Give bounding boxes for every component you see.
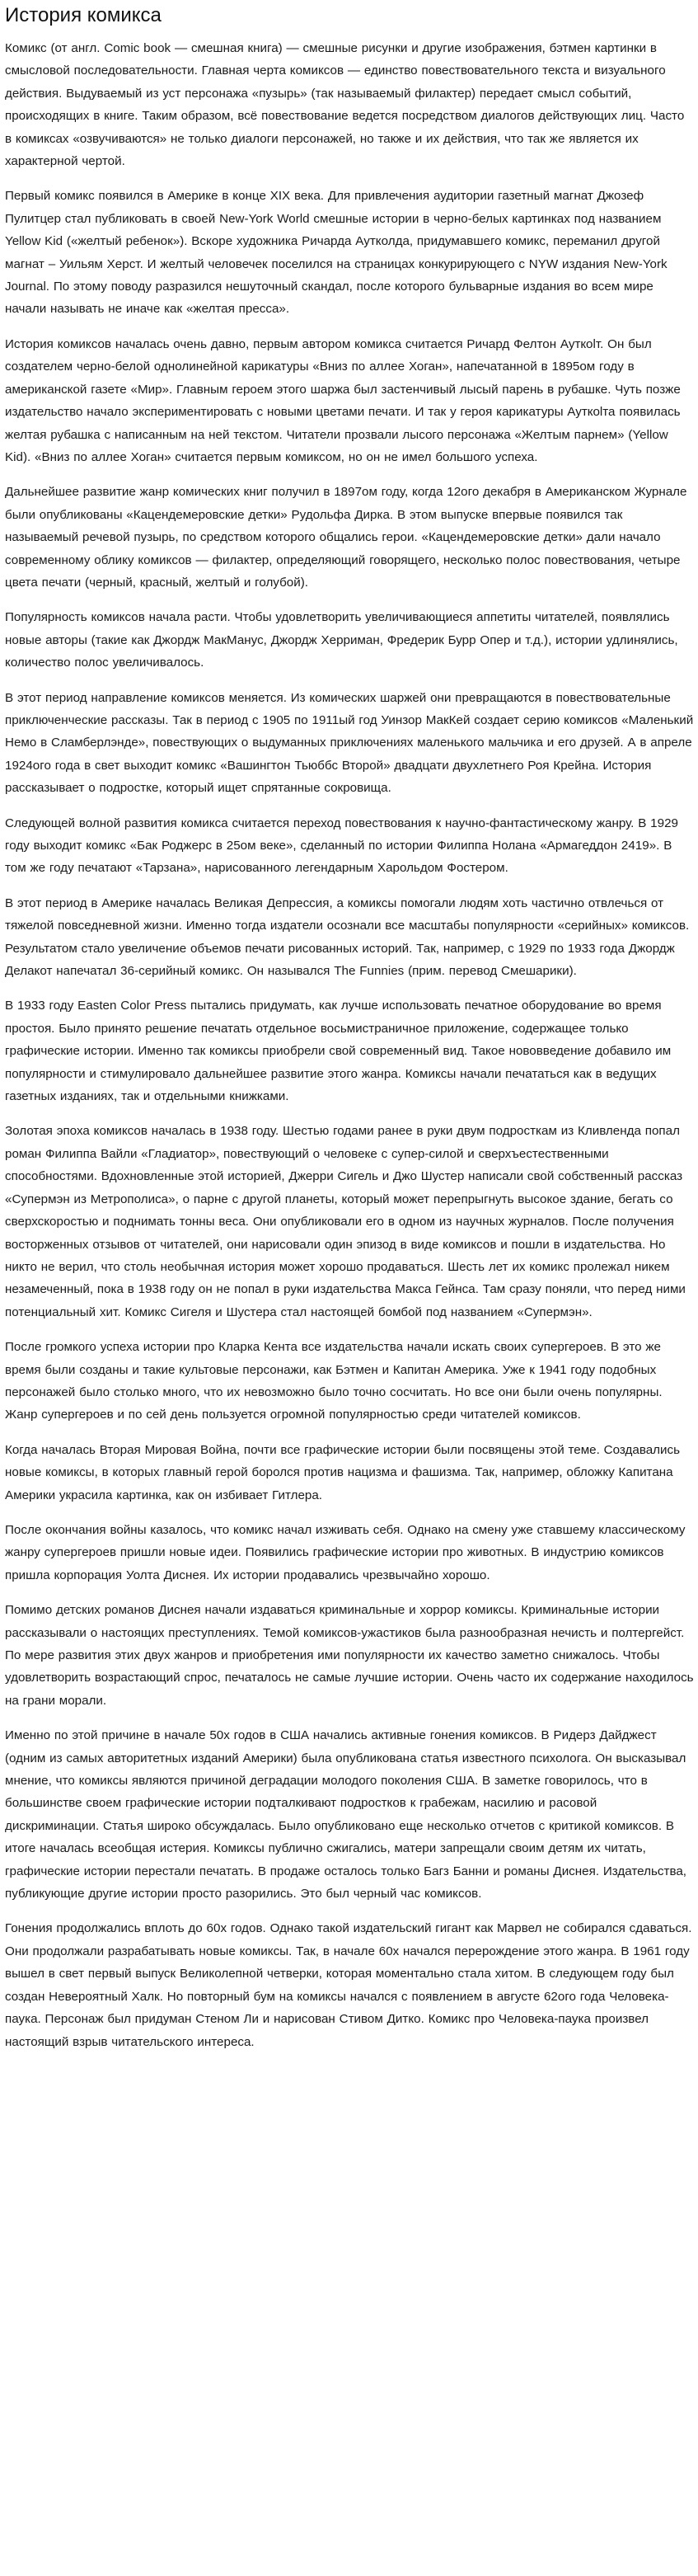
- article-paragraph: В этот период направление комиксов меняется. Из комических шаржей они превращаются в повествовательные приключенческие рассказы. Так в период с 1905 по 1911ый год Уинзор МакКей создает серию комиксов «Маленький Немо в Сламберлэнде», повествующих о выдуманных приключениях маленького мальчика и его друзей. А в апреле 1924ого года в свет выходит комикс «Вашингтон Тьюббс Второй» двадцати двухлетнего Роя Крейна. История рассказывает о подростке, который ищет спрятанные сокровища.: [5, 690, 694, 796]
- article-paragraph: В 1933 году Easten Color Press пытались придумать, как лучше использовать печатное оборудование во время простоя. Было принято решение печатать отдельное восьмистраничное приложение, содержащее только графические истории. Именно так комиксы приобрели свой современный вид. Такое нововведение добавило им популярности и стимулировало дальнейшее развитие этого жанра. Комиксы начали печататься как в ведущих газетных изданиях, так и отдельными книжками.: [5, 999, 672, 1104]
- article-paragraph: Популярность комиксов начала расти. Чтобы удовлетворить увеличивающиеся аппетиты читателей, появлялись новые авторы (такие как Джордж МакМанус, Джордж Херриман, Фредерик Бурр Опер и т.д.), истории удлинялись, количество полос увеличивалось.: [5, 610, 678, 670]
- article-paragraph: Гонения продолжались вплоть до 60х годов. Однако такой издательский гигант как Марвел не собирался сдаваться. Они продолжали разрабатывать новые комиксы. Так, в начале 60х начался перерождение этого жанра. В 1961 году вышел в свет первый выпуск Великолепной четверки, которая моментально стала хитом. В следующем году был создан Невероятный Халк. Но повторный бум на комиксы начался с появлением в августе 62ого года Человека-паука. Персонаж был придуман Стеном Ли и нарисован Стивом Дитко. Комикс про Человека-паука произвел настоящий взрыв читательского интереса.: [5, 1921, 692, 2049]
- article-paragraph: Помимо детских романов Диснея начали издаваться криминальные и хоррор комиксы. Криминальные истории рассказывали о настоящих преступлениях. Темой комиксов-ужастиков была разнообразная нечисть и полтергейст. По мере развития этих двух жанров и приобретения ими популярности их качество заметно снижалось. Чтобы удовлетворить возрастающий спрос, печаталось не самые лучшие истории. Очень часто их содержание находилось на грани морали.: [5, 1603, 694, 1708]
- article-title: История комикса: [5, 4, 162, 26]
- article-paragraph: Первый комикс появился в Америке в конце XIX века. Для привлечения аудитории газетный магнат Джозеф Пулитцер стал публиковать в своей New-York World смешные истории в черно-белых картинках под названием Yellow Kid («желтый ребенок»). Вскоре художника Ричарда Аутколда, придумавшего комикс, переманил другой магнат – Уильям Херст. И желтый человечек поселился на страницах конкурирующего с NYW издания New-York Journal. По этому поводу разразился нешуточный скандал, после которого бульварные издания во всем мире начали называть не иначе как «желтая пресса».: [5, 189, 668, 317]
- article-paragraph: В этот период в Америке началась Великая Депрессия, а комиксы помогали людям хоть частично отвлечься от тяжелой повседневной жизни. Именно тогда издатели осознали все масштабы популярности «серийных» комиксов. Результатом стало увеличение объемов печати рисованных историй. Так, например, с 1929 по 1933 года Джордж Делакот напечатал 36-серийный комикс. Он назывался The Funnies (прим. перевод Смешарики).: [5, 895, 690, 979]
- article-paragraph: Когда началась Вторая Мировая Война, почти все графические истории были посвящены этой теме. Создавались новые комиксы, в которых главный герой боролся против нацизма и фашизма. Так, например, обложку Капитана Америки украсила картинка, как он избивает Гитлера.: [5, 1442, 681, 1502]
- article-paragraph: Следующей волной развития комикса считается переход повествования к научно-фантастическому жанру. В 1929 году выходит комикс «Бак Роджерс в 25ом веке», сделанный по истории Филиппа Нолана «Армагеддон 2419». В том же году печатают «Тарзана», нарисованного легендарным Харольдом Фостером.: [5, 816, 678, 876]
- article-paragraph: История комиксов началась очень давно, первым автором комикса считается Ричард Фелтон Ауткolт. Он был создателем черно-белой однолинейной карикатуры «Вниз по аллее Хоган», напечатанной в 1895ом году в американской газете «Мир». Главным героем этого шаржа был застенчивый лысый парень в рубашке. Чуть позже издательство начало экспериментировать с новыми цветами печати. И так у героя карикатуры Ауткolта появилась желтая рубашка с написанным на ней текстом. Читатели прозвали лысого персонажа «Желтым парнем» (Yellow Kid). «Вниз по аллее Хоган» считается первым комиксом, но он не имел большого успеха.: [5, 336, 681, 464]
- article-body: [3, 37, 695, 2053]
- article-paragraph: Золотая эпоха комиксов началась в 1938 году. Шестью годами ранее в руки двум подросткам из Кливленда попал роман Филиппа Вайли «Гладиатор», повествующий о человеке с супер-силой и сверхъестественными способностями. Вдохновленные этой историей, Джерри Сигель и Джо Шустер написали свой собственный рассказ «Супермэн из Метрополиса», о парне с другой планеты, который может перепрыгнуть высокое здание, бегать со сверхскоростью и поднимать тонны веса. Они опубликовали его в одном из научных журналов. После получения восторженных отзывов от читателей, они нарисовали один эпизод в виде комиксов и пошли в издательства. Но никто не верил, что столь необычная история может хорошо продаваться. Шесть лет их комикс пролежал никем незамеченный, пока в 1938 году он не попал в руки издательства Макса Гейнса. Там сразу поняли, что перед ними потенциальный хит. Комикс Сигеля и Шустера стал настоящей бомбой под названием «Супермэн».: [5, 1124, 686, 1319]
- article-page: [0, 4, 698, 2053]
- article-paragraph: Дальнейшее развитие жанр комических книг получил в 1897ом году, когда 12ого декабря в Американском Журнале были опубликованы «Кацендемеровские детки» Рудольфа Дирка. В этом выпуске впервые появился так называемый речевой пузырь, по средством которого общались герои. «Кацендемеровские детки» дали начало современному облику комиксов — филактер, определяющий говорящего, несколько полос повествования, четыре цвета печати (черный, красный, желтый и голубой).: [5, 485, 687, 590]
- article-paragraph: Комикс (от англ. Comic book — смешная книга) — смешные рисунки и другие изображения, бэтмен картинки в смысловой последовательности. Главная черта комиксов — единство повествовательного текста и визуального действия. Выдуваемый из уст персонажа «пузырь» (так называемый филактер) передает смысл событий, происходящих в книге. Таким образом, всё повествование ведется посредством диалогов действующих лиц. Часто в комиксах «озвучиваются» не только диалоги персонажей, но также и их действия, что так же является их характерной чертой.: [5, 41, 685, 169]
- article-paragraph: После окончания войны казалось, что комикс начал изживать себя. Однако на смену уже ставшему классическому жанру супергероев пришли новые идеи. Появились графические истории про животных. В индустрию комиксов пришла корпорация Уолта Диснея. Их истории продавались чрезвычайно хорошо.: [5, 1522, 686, 1582]
- article-paragraph: После громкого успеха истории про Кларка Кента все издательства начали искать своих супергероев. В это же время были созданы и такие культовые персонажи, как Бэтмен и Капитан Америка. Уже к 1941 году подобных персонажей было столько много, что их невозможно было точно сосчитать. Но все они были очень популярны. Жанр супергероев и по сей день пользуется огромной популярностью среди читателей комиксов.: [5, 1340, 663, 1422]
- article-paragraph: Именно по этой причине в начале 50х годов в США начались активные гонения комиксов. В Ридерз Дайджест (одним из самых авторитетных изданий Америки) была опубликована статья известного психолога. Он высказывал мнение, что комиксы являются причиной деградации молодого поколения США. В заметке говорилось, что в большинстве своем графические истории подталкивают подростков к грабежам, насилию и расовой дискриминации. Статья широко обсуждалась. Было опубликовано еще несколько отчетов с критикой комиксов. В итоге началась всеобщая истерия. Комиксы публично сжигались, матери запрещали своим детям их читать, графические истории перестали печатать. В продаже осталось только Багз Банни и романы Диснея. Издательства, публикующие другие истории просто разорились. Это был черный час комиксов.: [5, 1728, 687, 1901]
